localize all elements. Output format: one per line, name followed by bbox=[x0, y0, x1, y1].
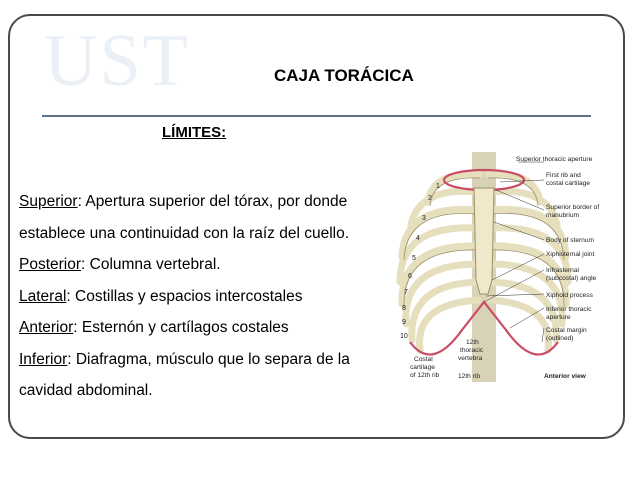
limit-posterior bbox=[19, 256, 221, 273]
limits-heading: LÍMITES: bbox=[162, 124, 227, 141]
label-costal-margin-line2: (outlined) bbox=[546, 335, 574, 342]
slide-title: CAJA TORÁCICA bbox=[274, 66, 414, 85]
limit-label: Inferior bbox=[19, 350, 68, 368]
label-superior-thoracic-aperture: Superior thoracic aperture bbox=[516, 156, 593, 163]
label-first-rib-line2: costal cartilage bbox=[546, 180, 590, 187]
label-body-of-sternum: Body of sternum bbox=[546, 237, 595, 244]
label-infrasternal-angle-line2: (subcostal) angle bbox=[546, 275, 597, 282]
thoracic-cage-illustration bbox=[392, 152, 624, 390]
label-xiphisternal-joint: Xiphisternal joint bbox=[546, 251, 595, 258]
label-thoracic-vertebra-line2: thoracic bbox=[460, 347, 484, 354]
label-thoracic-vertebra-line3: vertebra bbox=[458, 355, 483, 362]
rib-number: 7 bbox=[404, 289, 408, 296]
label-superior-border-line2: manubrium bbox=[546, 212, 579, 219]
rib-number: 2 bbox=[428, 195, 432, 202]
label-superior-border: Superior border of bbox=[546, 204, 600, 211]
rib-number: 10 bbox=[400, 333, 408, 340]
label-inferior-aperture-line2: aperture bbox=[546, 314, 571, 321]
limit-label: Lateral bbox=[19, 287, 67, 305]
label-costal-cartilage-line2: cartilage bbox=[410, 364, 435, 371]
limit-anterior bbox=[19, 319, 289, 336]
rib-number: 8 bbox=[402, 305, 406, 312]
rib-number: 3 bbox=[422, 215, 426, 222]
thoracic-cage-diagram bbox=[392, 152, 624, 390]
label-xiphoid-process: Xiphoid process bbox=[546, 292, 593, 299]
rib-number: 9 bbox=[402, 319, 406, 326]
rib-number: 1 bbox=[436, 183, 440, 190]
rib-number: 5 bbox=[412, 255, 416, 262]
label-infrasternal-angle: Infrasternal bbox=[546, 267, 579, 274]
limit-description: : Diafragma, músculo que lo separa de la cavidad abdominal. bbox=[19, 350, 350, 399]
label-thoracic-vertebra: 12th bbox=[466, 339, 479, 346]
label-costal-cartilage: Costal bbox=[414, 356, 433, 363]
limit-superior bbox=[19, 193, 349, 242]
limit-description: : Costillas y espacios intercostales bbox=[66, 287, 303, 305]
limit-inferior bbox=[19, 351, 350, 400]
limit-label: Superior bbox=[19, 193, 78, 210]
label-inferior-aperture: Inferior thoracic bbox=[546, 306, 592, 313]
title-divider bbox=[42, 115, 591, 117]
limit-description: : Columna vertebral. bbox=[81, 256, 221, 273]
label-anterior-view: Anterior view bbox=[544, 373, 586, 380]
limit-lateral bbox=[19, 288, 302, 305]
label-costal-margin: Costal margin bbox=[546, 327, 587, 334]
label-first-rib: First rib and bbox=[546, 172, 581, 179]
label-twelfth-rib: 12th rib bbox=[458, 373, 480, 380]
label-costal-cartilage-line3: of 12th rib bbox=[410, 372, 440, 379]
limit-description: : Apertura superior del tórax, por donde establece una continuidad con la raíz del cuello. bbox=[19, 193, 350, 242]
rib-number: 6 bbox=[408, 273, 412, 280]
limit-description: : Esternón y cartílagos costales bbox=[73, 319, 289, 336]
limit-label: Anterior bbox=[19, 319, 74, 336]
ust-watermark: UST bbox=[44, 20, 190, 102]
sternum bbox=[474, 188, 494, 294]
rib-number: 4 bbox=[416, 235, 420, 242]
limits-text bbox=[19, 186, 391, 407]
limit-label: Posterior bbox=[19, 256, 82, 273]
